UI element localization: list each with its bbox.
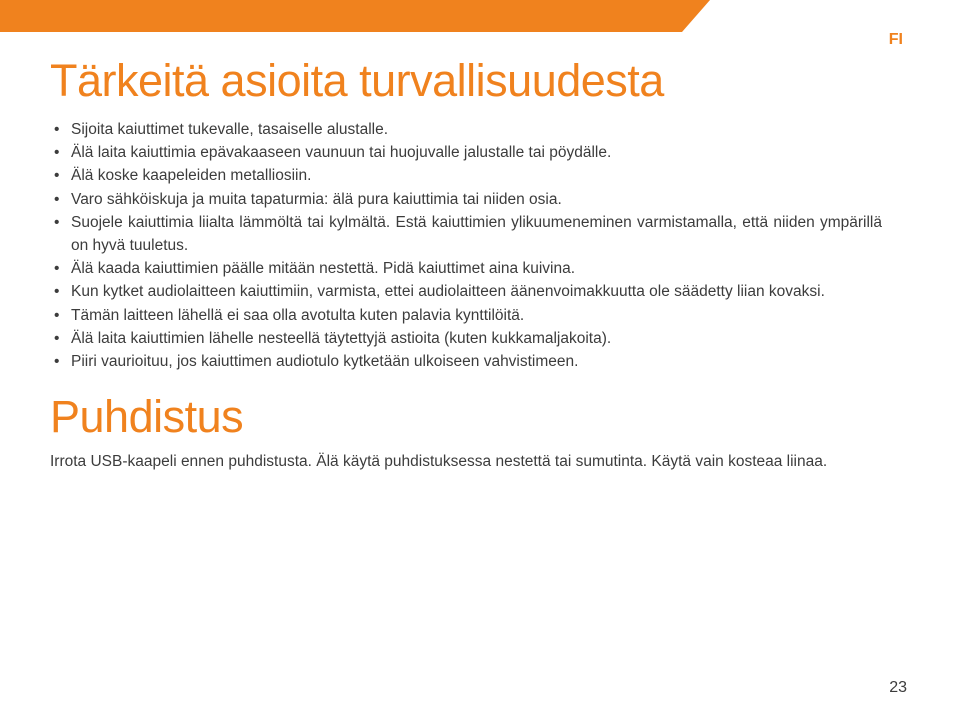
safety-heading: Tärkeitä asioita turvallisuudesta [50,55,664,106]
list-item: • Älä laita kaiuttimia epävakaaseen vaunuun tai huojuvalle jalustalle tai pöydälle. [50,141,882,164]
cleaning-heading: Puhdistus [50,391,244,443]
safety-list [50,118,882,373]
list-item: • Suojele kaiuttimia liialta lämmöltä tai kylmältä. Estä kaiuttimien ylikuumeneminen varmistamalla, että niiden ympärillä on hyvä tuuletus. [50,211,882,257]
list-item: • Älä koske kaapeleiden metalliosiin. [50,164,882,187]
language-code: FI [888,31,903,48]
top-orange-band [0,0,710,32]
list-item: • Varo sähköiskuja ja muita tapaturmia: älä pura kaiuttimia tai niiden osia. [50,188,882,211]
list-item: • Älä kaada kaiuttimien päälle mitään nestettä. Pidä kaiuttimet aina kuivina. [50,257,882,280]
page-content [50,52,882,473]
list-item: • Älä laita kaiuttimien lähelle nesteellä täytettyjä astioita (kuten kukkamaljakoita). [50,327,882,350]
list-item: • Sijoita kaiuttimet tukevalle, tasaiselle alustalle. [50,118,882,141]
list-item: • Tämän laitteen lähellä ei saa olla avotulta kuten palavia kynttilöitä. [50,304,882,327]
list-item: • Kun kytket audiolaitteen kaiuttimiin, varmista, ettei audiolaitteen äänenvoimakkuutta ole säädetty liian kovaksi. [50,280,882,303]
page-number: 23 [889,679,907,696]
top-orange-band-shape [0,0,710,32]
list-item: • Piiri vaurioituu, jos kaiuttimen audiotulo kytketään ulkoiseen vahvistimeen. [50,350,882,373]
cleaning-paragraph: Irrota USB-kaapeli ennen puhdistusta. Älä käytä puhdistuksessa nestettä tai sumutinta. Käytä vain kosteaa liinaa. [50,453,828,471]
